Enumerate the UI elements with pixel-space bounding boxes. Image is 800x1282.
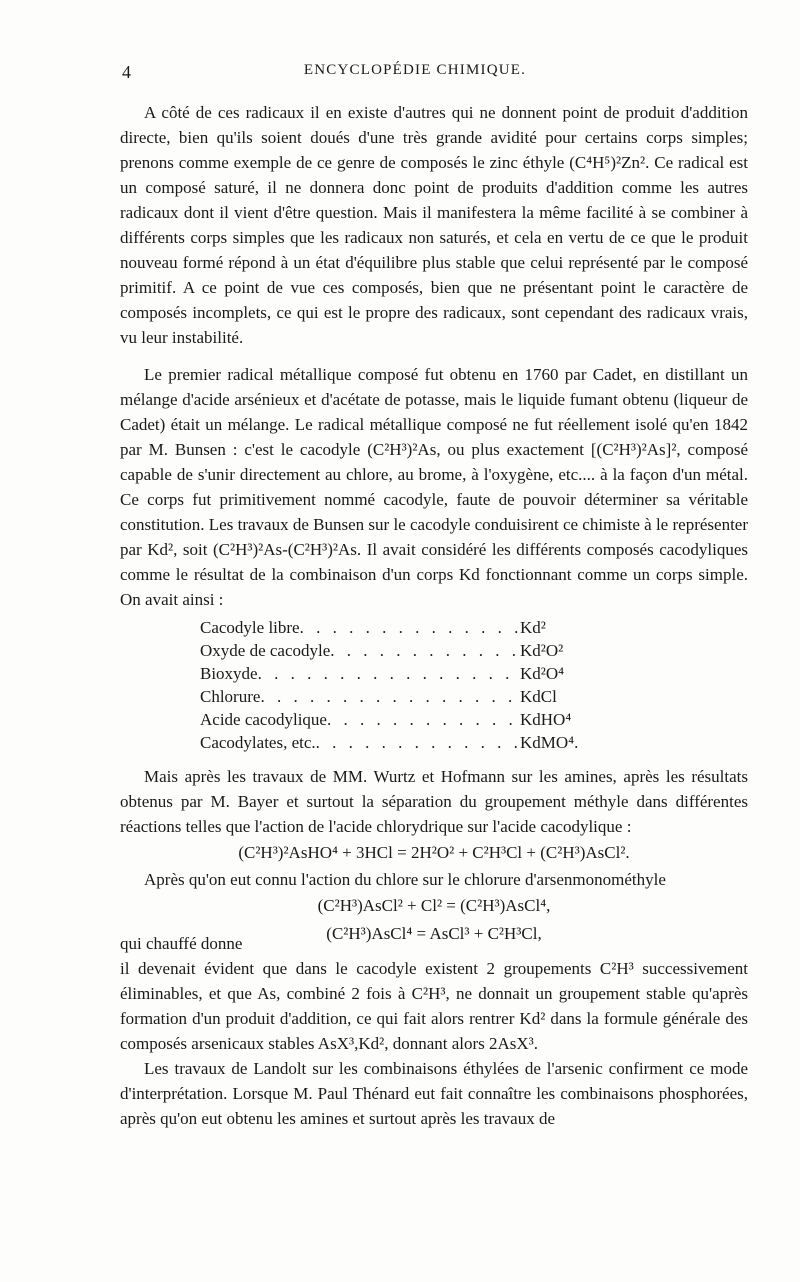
table-row: [200, 708, 670, 731]
table-row: [200, 731, 670, 754]
page-body: [120, 100, 748, 1131]
compound-formula: KdCl: [520, 687, 557, 706]
compound-formula: Kd²O⁴: [520, 664, 565, 683]
running-head: ENCYCLOPÉDIE CHIMIQUE.: [303, 62, 527, 78]
compound-name: Oxyde de cacodyle: [200, 641, 331, 660]
table-row: [200, 639, 670, 662]
leader-dots: [260, 685, 520, 708]
compound-formula: Kd²: [520, 618, 546, 637]
paragraph-2: Le premier radical métallique composé fut obtenu en 1760 par Cadet, en distillant un mélange d'acide arsénieux et d'acétate de potasse, mais le liquide fumant obtenu (liqueur de Cadet) était un mélange. Le radical métallique composé ne fut réellement isolé qu'en 1842 par M. Bunsen : c'est le cacodyle (C²H³)²As, ou plus exactement [(C²H³)²As]², composé capable de s'unir directement au chlore, au brome, à l'oxygène, etc.... à la façon d'un métal. Ce corps fut primitivement nommé cacodyle, faute de pouvoir déterminer sa véritable constitution. Les travaux de Bunsen sur le cacodyle conduisirent ce chimiste à le représenter par Kd², soit (C²H³)²As-(C²H³)²As. Il avait considéré les différents composés cacodyliques comme le résultat de la combinaison d'un corps Kd fonctionnant comme un corps simple. On avait ainsi :: [120, 365, 748, 609]
compound-name: Cacodylates, etc.: [200, 733, 316, 752]
paragraph-4: Après qu'on eut connu l'action du chlore sur le chlorure d'arsenmonométhyle: [144, 870, 666, 889]
cacodyl-compounds-table: [200, 616, 670, 754]
equation-2: (C²H³)AsCl² + Cl² = (C²H³)AsCl⁴,: [317, 896, 551, 915]
equation-1: (C²H³)²AsHO⁴ + 3HCl = 2H²O² + C²H³Cl + (C²H³)AsCl².: [238, 843, 630, 862]
leader-dots: [316, 731, 520, 754]
leader-dots: [258, 662, 520, 685]
table-row: [200, 662, 670, 685]
table-row: [200, 685, 670, 708]
compound-name: Chlorure: [200, 687, 261, 706]
compound-name: Acide cacodylique: [200, 710, 327, 729]
equation-3: (C²H³)AsCl⁴ = AsCl³ + C²H³Cl,: [326, 924, 542, 943]
compound-formula: KdMO⁴.: [520, 733, 579, 752]
page-number: 4: [122, 62, 131, 82]
compound-name: Cacodyle libre: [200, 618, 300, 637]
paragraph-5: il devenait évident que dans le cacodyle existent 2 groupements C²H³ successivement éliminables, et que As, combiné 2 fois à C²H³, ne donnait un groupement stable qu'après formation d'un produit d'addition, ce qui fait alors rentrer Kd² dans la formule générale des composés arsenicaux stables AsX³,Kd², donnant alors 2AsX³.: [120, 959, 748, 1053]
paragraph-3: Mais après les travaux de MM. Wurtz et Hofmann sur les amines, après les résultats obtenus par M. Bayer et surtout la séparation du groupement méthyle dans différentes réactions telles que l'action de l'acide chlorydrique sur l'acide cacodylique :: [120, 767, 748, 836]
leader-dots: [327, 708, 520, 731]
paragraph-1: A côté de ces radicaux il en existe d'autres qui ne donnent point de produit d'addition directe, bien qu'ils soient doués d'une très grande avidité pour certains corps simples; prenons comme exemple de ce genre de composés le zinc éthyle (C⁴H⁵)²Zn². Ce radical est un composé saturé, il ne donnera donc point de produits d'addition comme les autres radicaux dont il vient d'être question. Mais il manifestera la même facilité à se combiner à différents corps simples que les radicaux non saturés, et cela en vertu de ce que le produit nouveau formé répond à un état d'équilibre plus stable que celui représenté par le composé primitif. A ce point de vue ces composés, bien que ne présentant point le caractère de composés incomplets, ce qui est le propre des radicaux, sont cependant des radicaux vrais, vu leur instabilité.: [120, 103, 748, 347]
equation-3-prefix: qui chauffé donne: [120, 934, 243, 953]
compound-formula: Kd²O²: [520, 641, 564, 660]
leader-dots: [330, 639, 520, 662]
equation-3-row: [120, 920, 748, 953]
compound-formula: KdHO⁴: [520, 710, 572, 729]
page-header: [82, 62, 748, 86]
paragraph-6: Les travaux de Landolt sur les combinaisons éthylées de l'arsenic confirment ce mode d'interprétation. Lorsque M. Paul Thénard eut fait connaître les combinaisons phosphorées, après qu'on eut obtenu les amines et surtout après les travaux de: [120, 1059, 748, 1128]
table-row: [200, 616, 670, 639]
leader-dots: [300, 616, 520, 639]
compound-name: Bioxyde: [200, 664, 258, 683]
